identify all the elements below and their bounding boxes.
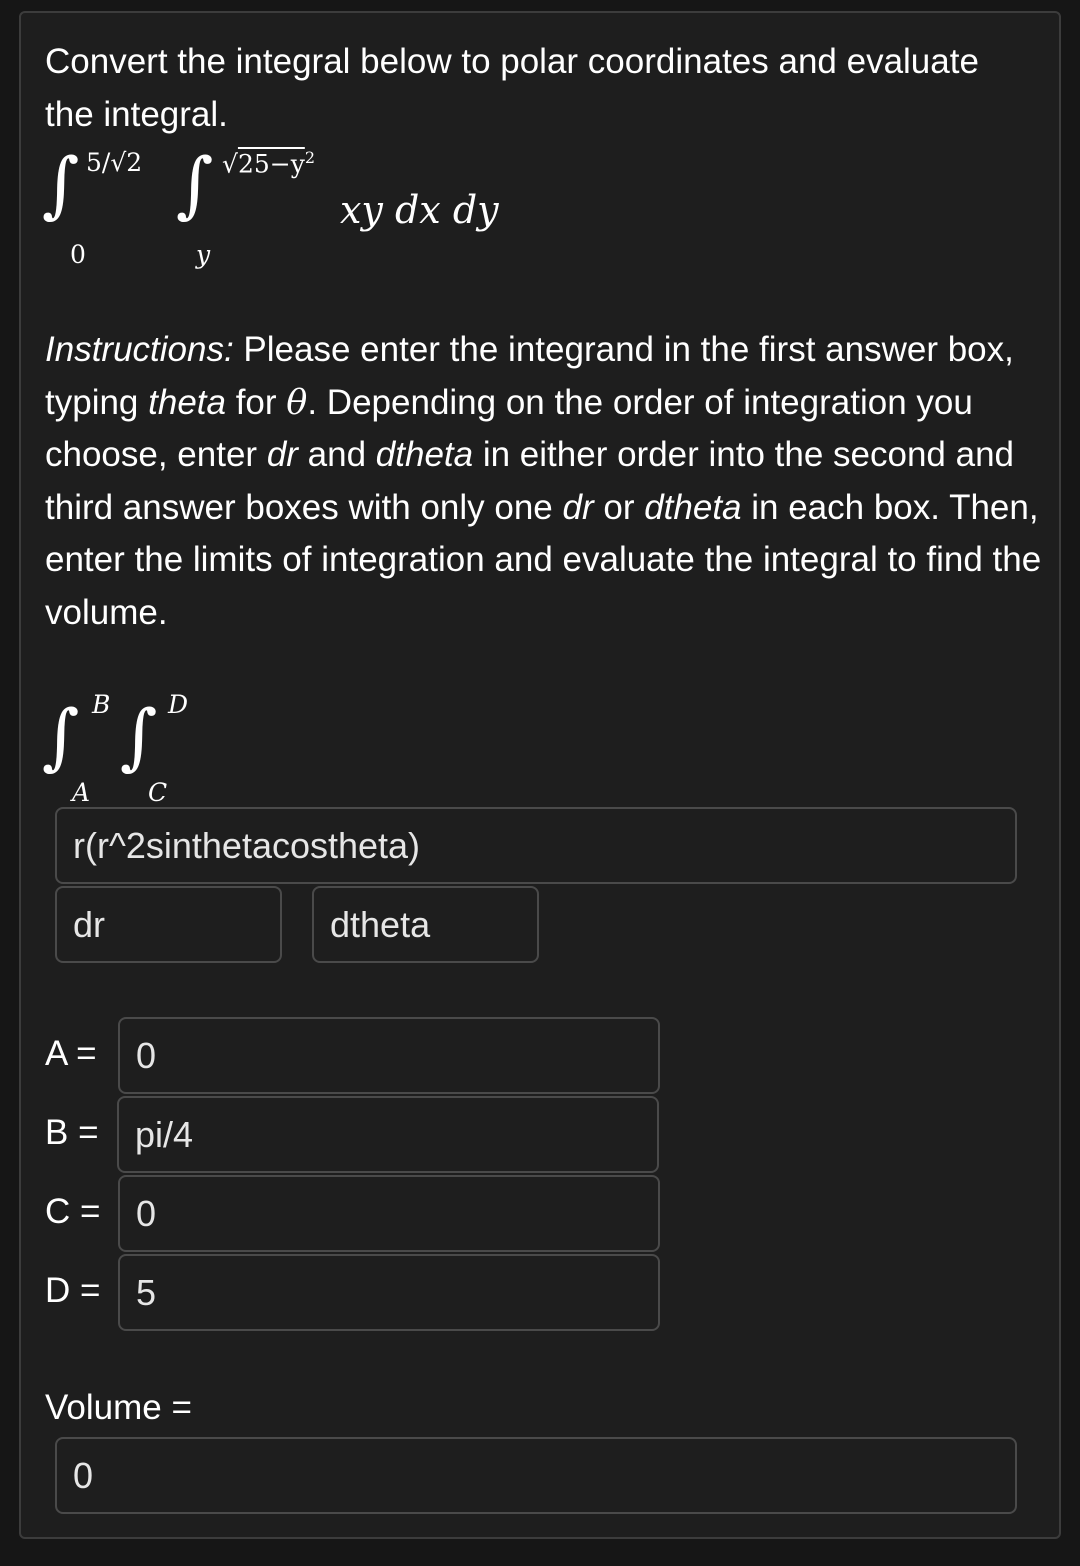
template-inner-lower: C [148, 778, 168, 807]
differential-2-input[interactable]: dtheta [312, 886, 539, 963]
dr-word: dr [266, 435, 298, 474]
outer-integral-sign: ∫ [42, 694, 80, 778]
volume-label: Volume = [45, 1388, 192, 1427]
limit-B-input[interactable]: pi/4 [117, 1096, 659, 1173]
theta-symbol: θ [286, 382, 308, 423]
outer-upper-limit: 5/√2 [86, 148, 143, 177]
volume-input[interactable]: 0 [55, 1437, 1017, 1514]
theta-word: theta [148, 382, 226, 422]
instructions-label: Instructions: [45, 330, 234, 369]
dr-word: dr [562, 487, 594, 527]
template-outer-upper: B [92, 690, 111, 719]
differential-1-input[interactable]: dr [55, 886, 282, 963]
template-outer-lower: A [72, 778, 91, 807]
template-inner-upper: D [168, 690, 189, 719]
inner-lower-limit: y [196, 240, 211, 269]
instructions-text [45, 324, 1045, 639]
inner-integral-sign: ∫ [176, 142, 214, 226]
limit-D-label: D = [45, 1271, 101, 1310]
limit-A-input[interactable]: 0 [118, 1017, 660, 1094]
outer-lower-limit: 0 [70, 240, 86, 269]
limit-A-label: A = [45, 1034, 97, 1073]
limit-C-label: C = [45, 1192, 101, 1231]
given-integrand: xy dx dy [340, 188, 499, 232]
dtheta-word: dtheta [644, 487, 742, 527]
instructions-segment: in each box. Then, enter the limits of integration and evaluate the integral to find the volume. [45, 487, 1042, 632]
inner-upper-exponent: 2 [304, 148, 316, 167]
instructions-segment: and [297, 435, 376, 474]
dtheta-word: dtheta [375, 435, 474, 474]
integrand-input[interactable]: r(r^2sinthetacostheta) [55, 807, 1017, 884]
limit-C-input[interactable]: 0 [118, 1175, 660, 1252]
limit-B-label: B = [45, 1113, 99, 1152]
prompt-line-1: Convert the integral below to polar coordinates and evaluate [45, 42, 979, 81]
inner-integral-sign: ∫ [120, 694, 158, 778]
inner-upper-limit: $√25-y^2$ [222, 148, 316, 179]
instructions-segment: or [593, 487, 645, 527]
instructions-segment: in either order into the second and third answer boxes with only one [45, 435, 1015, 527]
limit-D-input[interactable]: 5 [118, 1254, 660, 1331]
prompt-line-2: the integral. [45, 94, 228, 134]
instructions-segment: for [225, 382, 287, 422]
inner-upper-radicand: 25−y [237, 149, 305, 179]
question-prompt [45, 36, 1045, 141]
instructions-segment: . Depending on the order of integration you choose, enter [45, 382, 973, 474]
instructions-segment: Please enter the integrand in the first answer box, typing [45, 330, 1014, 422]
outer-integral-sign: ∫ [42, 142, 80, 226]
